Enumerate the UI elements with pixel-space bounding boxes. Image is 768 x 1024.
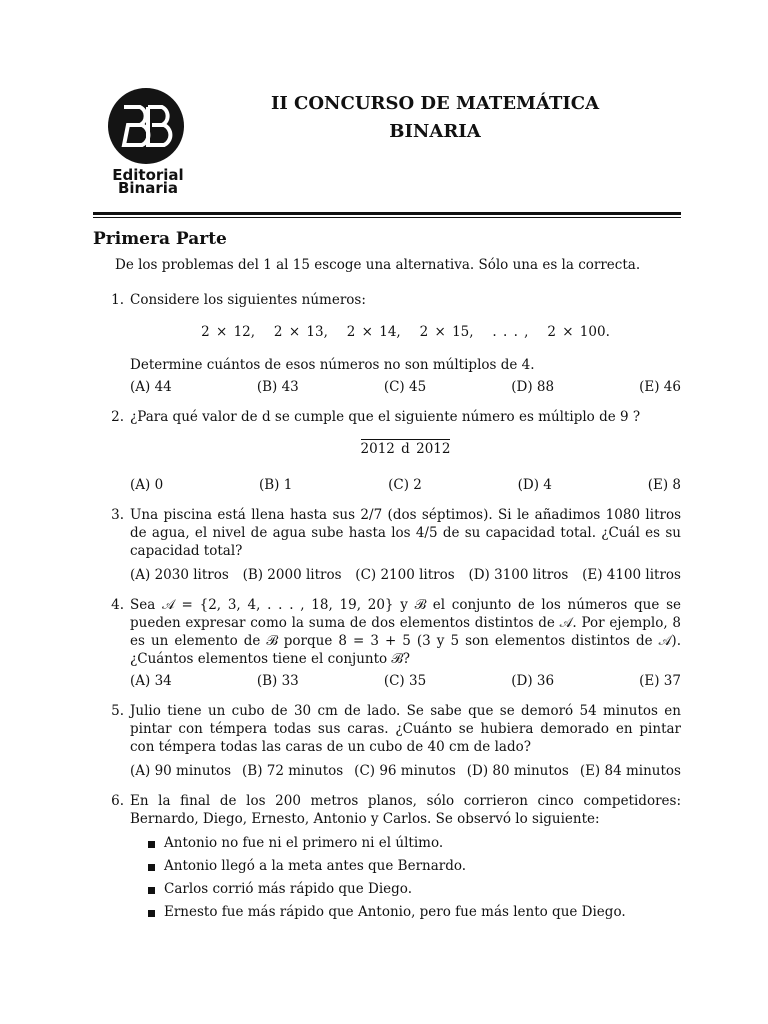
question-number: 3. (111, 507, 124, 523)
list-item: Antonio llegó a la meta antes que Bernardo. (142, 857, 681, 875)
overlined-number: 2012 d 2012 (360, 441, 451, 457)
option-b: (B) 1 (258, 477, 293, 493)
option-a: (A) 90 minutos (130, 763, 232, 779)
exam-content (93, 256, 681, 938)
editorial-binaria-logo (104, 88, 192, 195)
header-divider-thin (93, 217, 681, 218)
math-expression: 2 × 12, 2 × 13, 2 × 14, 2 × 15, . . . , 2 × 100. (201, 324, 610, 340)
option-e: (E) 46 (639, 379, 681, 395)
question-body (130, 408, 681, 494)
option-c: (C) 45 (383, 379, 427, 395)
option-a: (A) 0 (130, 477, 164, 493)
option-e: (E) 37 (639, 673, 681, 689)
title-line-2: BINARIA (389, 121, 481, 142)
question-2 (93, 408, 681, 494)
eb-monogram-icon (108, 88, 184, 164)
question-body (130, 792, 681, 926)
option-d: (D) 3100 litros (468, 567, 569, 583)
question-6 (93, 792, 681, 926)
title-line-1: II CONCURSO DE MATEMÁTICA (270, 93, 600, 114)
logo-wordmark (104, 166, 192, 197)
question-1 (93, 291, 681, 396)
answer-options (130, 378, 681, 396)
option-c: (C) 96 minutos (354, 763, 456, 779)
question-text: Una piscina está llena hasta sus 2/7 (dos séptimos). Si le añadimos 1080 litros de agua, el nivel de agua sube hasta los 4/5 de su capacidad total. ¿Cuál es su capacidad total? (130, 507, 681, 559)
option-c: (C) 2100 litros (355, 567, 455, 583)
instructions: De los problemas del 1 al 15 escoge una alternativa. Sólo una es la correcta. (115, 257, 641, 273)
question-text: ¿Para qué valor de d se cumple que el siguiente número es múltiplo de 9 ? (130, 409, 641, 425)
option-b: (B) 2000 litros (242, 567, 342, 583)
math-expression-wrap (130, 440, 681, 458)
question-text-2: Determine cuántos de esos números no son múltiplos de 4. (130, 357, 535, 373)
question-body (130, 291, 681, 396)
list-item: Carlos corrió más rápido que Diego. (142, 880, 681, 898)
option-c: (C) 2 (388, 477, 422, 493)
question-body (130, 506, 681, 584)
answer-options (130, 762, 681, 780)
conditions-list (142, 834, 681, 921)
question-text: Sea 𝒜 = {2, 3, 4, . . . , 18, 19, 20} y ℬ el conjunto de los números que se pueden expresar como la suma de dos elementos distintos de 𝒜. Por ejemplo, 8 es un elemento de ℬ porque 8 = 3 + 5 (3 y 5 son elementos distintos de 𝒜). ¿Cuántos elementos tiene el conjunto ℬ? (130, 597, 681, 667)
option-b: (B) 43 (256, 379, 299, 395)
option-e: (E) 84 minutos (579, 763, 681, 779)
question-4 (93, 596, 681, 690)
answer-options (130, 672, 681, 690)
option-a: (A) 2030 litros (130, 567, 229, 583)
list-item: Ernesto fue más rápido que Antonio, pero fue más lento que Diego. (142, 903, 681, 921)
option-c: (C) 35 (383, 673, 427, 689)
logo-line-2: Binaria (117, 179, 179, 197)
section-heading: Primera Parte (93, 229, 227, 249)
question-5 (93, 702, 681, 780)
question-3 (93, 506, 681, 584)
list-item: Antonio no fue ni el primero ni el último. (142, 834, 681, 852)
question-number: 1. (111, 292, 124, 308)
question-text: Julio tiene un cubo de 30 cm de lado. Se sabe que se demoró 54 minutos en pintar con témpera todas sus caras. ¿Cuánto se hubiera demorado en pintar con témpera todas las caras de un cubo de 40 cm de lado? (130, 703, 681, 755)
question-text: En la final de los 200 metros planos, sólo corrieron cinco competidores: Bernardo, Diego, Ernesto, Antonio y Carlos. Se observó lo siguiente: (130, 793, 681, 827)
question-text: Considere los siguientes números: (130, 292, 366, 308)
question-number: 4. (111, 597, 124, 613)
page-title (180, 90, 690, 146)
question-number: 5. (111, 703, 124, 719)
option-a: (A) 44 (130, 379, 172, 395)
header-divider-thick (93, 212, 681, 215)
option-e: (E) 4100 litros (582, 567, 681, 583)
option-d: (D) 80 minutos (466, 763, 569, 779)
answer-options (130, 476, 681, 494)
option-e: (E) 8 (647, 477, 681, 493)
question-number: 6. (111, 793, 124, 809)
option-b: (B) 33 (256, 673, 299, 689)
question-body (130, 596, 681, 690)
answer-options (130, 566, 681, 584)
question-body (130, 702, 681, 780)
logo-line-1: Editorial (112, 166, 184, 184)
option-a: (A) 34 (130, 673, 172, 689)
option-d: (D) 88 (511, 379, 555, 395)
question-number: 2. (111, 409, 124, 425)
option-d: (D) 36 (511, 673, 555, 689)
option-d: (D) 4 (517, 477, 552, 493)
option-b: (B) 72 minutos (242, 763, 344, 779)
